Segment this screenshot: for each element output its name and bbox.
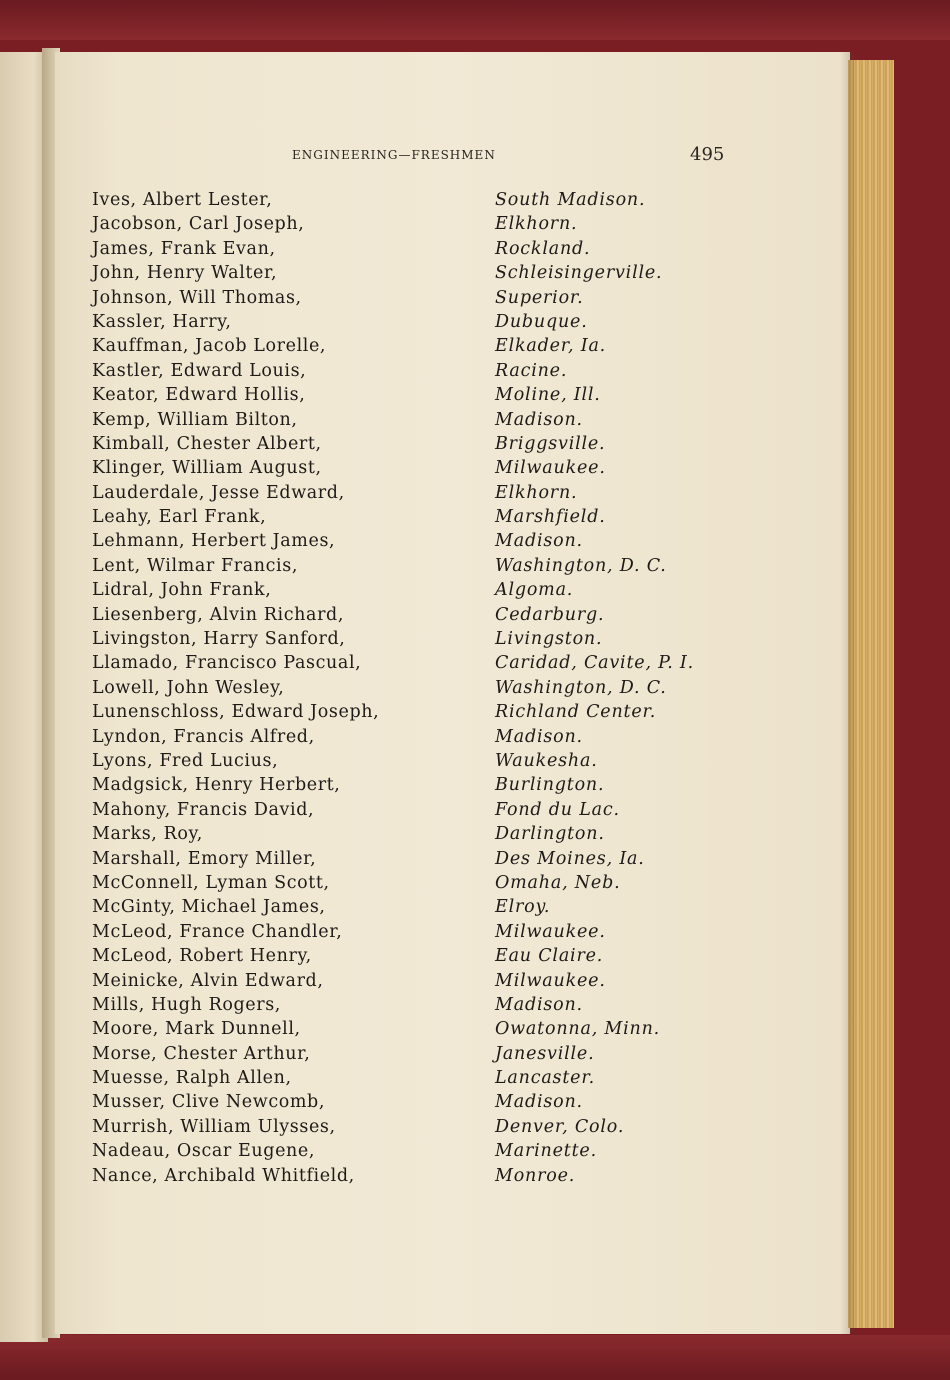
- student-name: McLeod, Robert Henry,: [92, 946, 312, 967]
- student-name: Lauderdale, Jesse Edward,: [92, 482, 345, 503]
- list-item: [92, 580, 732, 604]
- list-item: [92, 434, 732, 458]
- list-item: [92, 946, 732, 970]
- list-item: [92, 214, 732, 238]
- student-name: Lyons, Fred Lucius,: [92, 750, 279, 771]
- student-hometown: Rockland.: [495, 238, 591, 259]
- student-hometown: Monroe.: [495, 1165, 576, 1186]
- list-item: [92, 410, 732, 434]
- student-name: John, Henry Walter,: [92, 263, 278, 284]
- student-hometown: Waukesha.: [495, 750, 598, 771]
- page-block-edge: [848, 60, 894, 1328]
- student-name: Murrish, William Ulysses,: [92, 1116, 336, 1137]
- list-item: [92, 678, 732, 702]
- list-item: [92, 1044, 732, 1068]
- page-number: 495: [690, 144, 725, 165]
- list-item: [92, 873, 732, 897]
- student-name: Musser, Clive Newcomb,: [92, 1092, 326, 1113]
- list-item: [92, 727, 732, 751]
- student-name: Kastler, Edward Louis,: [92, 360, 307, 381]
- student-hometown: Elkhorn.: [495, 482, 578, 503]
- list-item: [92, 849, 732, 873]
- student-name: Moore, Mark Dunnell,: [92, 1019, 301, 1040]
- student-hometown: Madison.: [495, 994, 583, 1015]
- student-hometown: Richland Center.: [495, 702, 657, 723]
- student-hometown: Washington, D. C.: [495, 677, 667, 698]
- list-item: [92, 775, 732, 799]
- student-name: Nadeau, Oscar Eugene,: [92, 1141, 316, 1162]
- student-name: Klinger, William August,: [92, 458, 322, 479]
- student-name: Lunenschloss, Edward Joseph,: [92, 702, 380, 723]
- student-name: Ives, Albert Lester,: [92, 190, 273, 210]
- student-name: McGinty, Michael James,: [92, 897, 326, 918]
- student-name: Lidral, John Frank,: [92, 580, 272, 601]
- student-name: Johnson, Will Thomas,: [92, 287, 302, 308]
- list-item: [92, 263, 732, 287]
- student-name: Morse, Chester Arthur,: [92, 1043, 311, 1064]
- list-item: [92, 483, 732, 507]
- student-hometown: Fond du Lac.: [495, 799, 620, 820]
- student-hometown: Briggsville.: [495, 433, 606, 454]
- student-hometown: Owatonna, Minn.: [495, 1019, 661, 1040]
- running-head: ENGINEERING—FRESHMEN: [292, 148, 496, 162]
- list-item: [92, 1019, 732, 1043]
- student-hometown: Livingston.: [495, 629, 603, 650]
- previous-page-edge: [0, 52, 48, 1342]
- student-hometown: Darlington.: [495, 824, 605, 845]
- book-cover-top: [0, 0, 950, 40]
- list-item: [92, 1166, 732, 1190]
- list-item: [92, 190, 732, 214]
- student-name: Lent, Wilmar Francis,: [92, 555, 298, 576]
- student-hometown: Madison.: [495, 409, 583, 430]
- list-item: [92, 605, 732, 629]
- student-hometown: Algoma.: [495, 580, 574, 601]
- student-hometown: Schleisingerville.: [495, 263, 663, 284]
- student-hometown: Marinette.: [495, 1141, 597, 1162]
- student-hometown: Omaha, Neb.: [495, 872, 621, 893]
- student-hometown: South Madison.: [495, 190, 646, 210]
- student-hometown: Des Moines, Ia.: [495, 848, 645, 869]
- student-hometown: Janesville.: [495, 1043, 595, 1064]
- student-hometown: Marshfield.: [495, 507, 606, 528]
- book-cover-bottom: [0, 1335, 950, 1380]
- list-item: [92, 702, 732, 726]
- student-name: Mahony, Francis David,: [92, 799, 315, 820]
- student-name: Leahy, Earl Frank,: [92, 507, 267, 528]
- student-name: Liesenberg, Alvin Richard,: [92, 604, 344, 625]
- list-item: [92, 971, 732, 995]
- list-item: [92, 458, 732, 482]
- list-item: [92, 1117, 732, 1141]
- list-item: [92, 1092, 732, 1116]
- student-name: Lehmann, Herbert James,: [92, 531, 336, 552]
- list-item: [92, 385, 732, 409]
- student-hometown: Milwaukee.: [495, 970, 606, 991]
- student-list: [92, 190, 732, 1190]
- list-item: [92, 1068, 732, 1092]
- list-item: [92, 751, 732, 775]
- list-item: [92, 239, 732, 263]
- student-name: McLeod, France Chandler,: [92, 921, 343, 942]
- list-item: [92, 288, 732, 312]
- list-item: [92, 507, 732, 531]
- list-item: [92, 824, 732, 848]
- student-hometown: Racine.: [495, 360, 568, 381]
- student-hometown: Eau Claire.: [495, 946, 604, 967]
- student-hometown: Milwaukee.: [495, 458, 606, 479]
- student-name: James, Frank Evan,: [92, 238, 276, 259]
- student-name: Lyndon, Francis Alfred,: [92, 726, 315, 747]
- list-item: [92, 531, 732, 555]
- student-name: Kimball, Chester Albert,: [92, 433, 322, 454]
- student-hometown: Burlington.: [495, 775, 605, 796]
- student-name: Kauffman, Jacob Lorelle,: [92, 336, 327, 357]
- list-item: [92, 312, 732, 336]
- student-hometown: Elkader, Ia.: [495, 336, 607, 357]
- student-name: Jacobson, Carl Joseph,: [92, 214, 305, 235]
- student-name: Livingston, Harry Sanford,: [92, 629, 346, 650]
- student-hometown: Washington, D. C.: [495, 555, 667, 576]
- student-name: Llamado, Francisco Pascual,: [92, 653, 362, 674]
- student-hometown: Dubuque.: [495, 311, 588, 332]
- list-item: [92, 653, 732, 677]
- student-name: Keator, Edward Hollis,: [92, 385, 306, 406]
- student-hometown: Denver, Colo.: [495, 1116, 625, 1137]
- student-hometown: Madison.: [495, 1092, 583, 1113]
- student-name: Marks, Roy,: [92, 824, 203, 845]
- list-item: [92, 995, 732, 1019]
- page-edge-shadow: [840, 52, 854, 1334]
- student-hometown: Cedarburg.: [495, 604, 605, 625]
- student-name: Meinicke, Alvin Edward,: [92, 970, 324, 991]
- list-item: [92, 629, 732, 653]
- student-hometown: Superior.: [495, 287, 584, 308]
- student-hometown: Caridad, Cavite, P. I.: [495, 653, 694, 674]
- student-name: Muesse, Ralph Allen,: [92, 1068, 292, 1089]
- student-name: Marshall, Emory Miller,: [92, 848, 317, 869]
- student-name: Nance, Archibald Whitfield,: [92, 1165, 355, 1186]
- list-item: [92, 800, 732, 824]
- student-hometown: Elkhorn.: [495, 214, 578, 235]
- student-hometown: Madison.: [495, 726, 583, 747]
- list-item: [92, 556, 732, 580]
- student-hometown: Madison.: [495, 531, 583, 552]
- student-hometown: Moline, Ill.: [495, 385, 601, 406]
- student-name: Lowell, John Wesley,: [92, 677, 285, 698]
- student-name: McConnell, Lyman Scott,: [92, 872, 330, 893]
- student-name: Mills, Hugh Rogers,: [92, 994, 281, 1015]
- list-item: [92, 336, 732, 360]
- list-item: [92, 922, 732, 946]
- student-name: Kassler, Harry,: [92, 311, 232, 332]
- student-name: Kemp, William Bilton,: [92, 409, 298, 430]
- student-hometown: Elroy.: [495, 897, 551, 918]
- list-item: [92, 897, 732, 921]
- student-hometown: Milwaukee.: [495, 921, 606, 942]
- list-item: [92, 361, 732, 385]
- list-item: [92, 1141, 732, 1165]
- student-hometown: Lancaster.: [495, 1068, 595, 1089]
- student-name: Madgsick, Henry Herbert,: [92, 775, 341, 796]
